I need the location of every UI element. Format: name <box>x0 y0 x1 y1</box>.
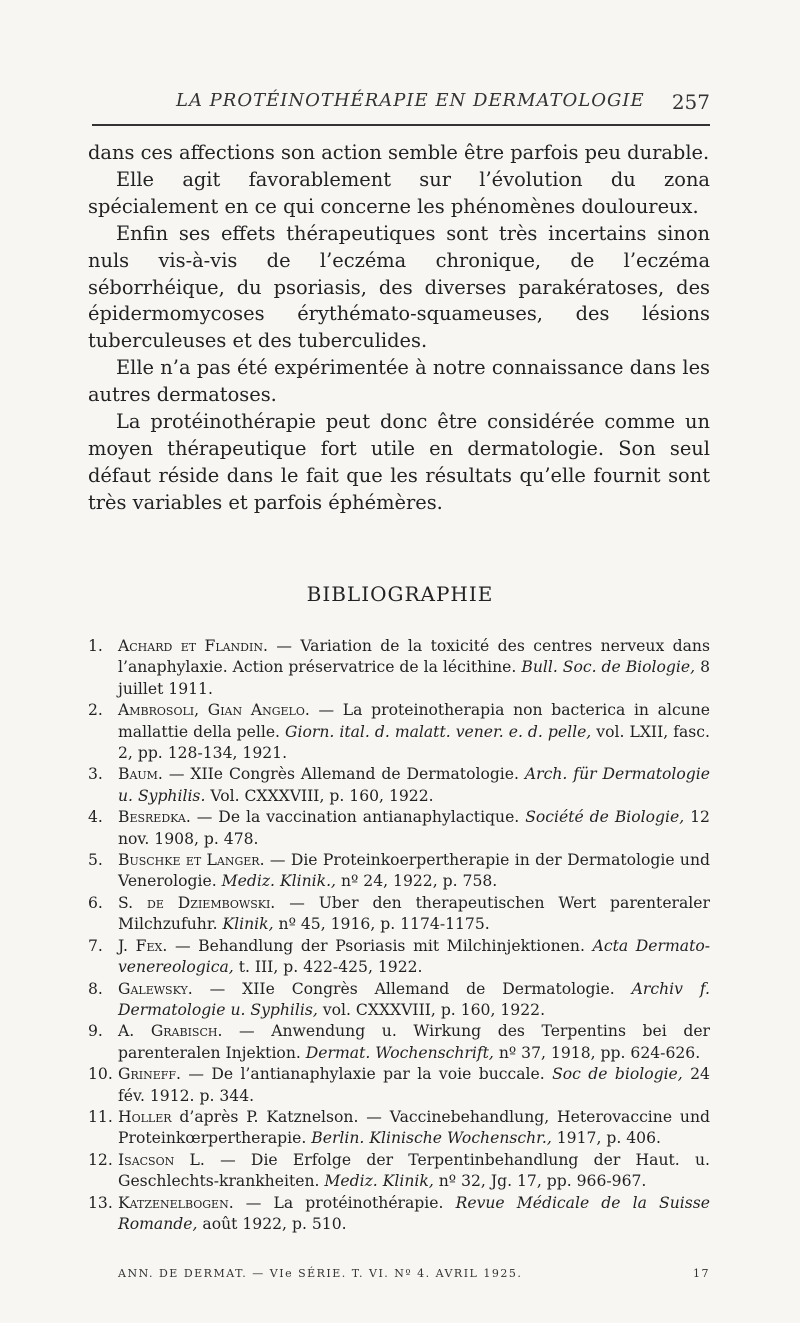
entry-title: — Variation de la toxicité des centres nerveux dans l’anaphylaxie. Action préservatrice de la lécithine. <box>118 637 710 677</box>
entry-details: vol. CXXXVIII, p. 160, 1922. <box>322 1000 546 1019</box>
entry-journal: Revue Médicale de la Suisse Romande, <box>118 1193 710 1233</box>
bibliography-entry <box>88 936 710 979</box>
entry-details: 24 fév. 1912. p. 344. <box>118 1065 710 1105</box>
entry-number: 3. <box>88 765 103 784</box>
entry-title: — La protéinothérapie. <box>245 1193 444 1212</box>
bibliography-entry <box>88 1150 710 1193</box>
bibliography-entry <box>88 1107 710 1150</box>
bibliography-entry <box>88 636 710 700</box>
bibliography-entry <box>88 1193 710 1236</box>
footer-journal-line: ANN. DE DERMAT. — VIe SÉRIE. T. VI. Nº 4. AVRIL 1925. <box>118 1267 523 1280</box>
entry-authors: Katzenelbogen. <box>118 1193 234 1212</box>
entry-title: — Die Erfolge der Terpentinbehandlung der Haut. u. Geschlechts-krankheiten. <box>118 1150 710 1191</box>
entry-authors: Baum. <box>118 765 163 784</box>
bibliography-list <box>88 636 710 1235</box>
entry-journal: Acta Dermato-venereologica, <box>118 936 710 977</box>
entry-number: 7. <box>88 936 103 955</box>
entry-title: — Uber den therapeutischen Wert parenteraler Milchzufuhr. <box>118 893 710 934</box>
journal-footer <box>118 1267 710 1280</box>
entry-details: 12 nov. 1908, p. 478. <box>118 808 710 848</box>
entry-details: Vol. CXXXVIII, p. 160, 1922. <box>210 786 434 805</box>
entry-number: 8. <box>88 979 103 998</box>
entry-title: — Anwendung u. Wirkung des Terpentins bei der parenteralen Injektion. <box>118 1022 710 1062</box>
entry-journal: Bull. Soc. de Biologie, <box>521 658 696 677</box>
entry-authors: Buschke et Langer. <box>118 851 265 870</box>
entry-journal: Giorn. ital. d. malatt. vener. e. d. pelle, <box>285 722 592 741</box>
entry-details: nº 32, Jg. 17, pp. 966-967. <box>438 1172 647 1191</box>
entry-title: — Die Proteinkoerpertherapie in der Dermatologie und Venerologie. <box>118 851 710 891</box>
bibliography-title: BIBLIOGRAPHIE <box>306 582 494 606</box>
entry-journal: Société de Biologie, <box>525 808 685 827</box>
bibliography-entry <box>88 807 710 850</box>
bibliography-entry <box>88 893 710 936</box>
entry-details: août 1922, p. 510. <box>202 1214 347 1233</box>
entry-title: — La proteinotherapia non bacterica in alcune mallattie della pelle. <box>118 701 710 741</box>
entry-title: — De la vaccination antianaphylactique. <box>196 808 520 827</box>
entry-number: 6. <box>88 893 103 912</box>
entry-details: t. III, p. 422-425, 1922. <box>238 958 423 977</box>
entry-authors: Holler <box>118 1107 172 1126</box>
entry-journal: Soc de biologie, <box>552 1065 683 1084</box>
entry-details: 1917, p. 406. <box>556 1129 661 1148</box>
entry-journal: Mediz. Klinik., <box>221 872 336 891</box>
paragraph: La protéinothérapie peut donc être considérée comme un moyen thérapeutique fort utile en dermatologie. Son seul défaut réside dans le fait que les résultats qu’elle fournit sont très variables et parfois éphémères. <box>88 410 710 514</box>
entry-details: nº 45, 1916, p. 1174-1175. <box>278 915 490 934</box>
entry-authors: A. Grabisch. <box>118 1022 223 1041</box>
entry-details: vol. LXII, fasc. 2, pp. 128-134, 1921. <box>118 722 710 763</box>
paragraph: Elle agit favorablement sur l’évolution du zona spécialement en ce qui concerne les phénomènes douloureux. <box>88 167 710 218</box>
bibliography-entry <box>88 1021 710 1064</box>
entry-authors: Isacson L. <box>118 1150 205 1169</box>
paragraph: Elle n’a pas été expérimentée à notre connaissance dans les autres dermatoses. <box>88 356 710 407</box>
paragraph: dans ces affections son action semble être parfois peu durable. <box>88 141 710 164</box>
entry-journal: Berlin. Klinische Wochenschr., <box>311 1129 552 1148</box>
entry-authors: J. Fex. <box>118 936 168 955</box>
entry-title: — XIIe Congrès Allemand de Dermatologie. <box>168 765 519 784</box>
entry-authors: Galewsky. <box>118 979 193 998</box>
entry-number: 9. <box>88 1022 103 1041</box>
entry-journal: Klinik, <box>222 915 274 934</box>
bibliography-entry <box>88 700 710 764</box>
paragraph: Enfin ses effets thérapeutiques sont très incertains sinon nuls vis-à-vis de l’eczéma chronique, de l’eczéma séborrhéique, du psoriasis, des diverses parakératoses, des épidermomycoses érythémato-squameuses, des lésions tuberculeuses et des tuberculides. <box>88 221 710 353</box>
entry-title: d’après P. Katznelson. — Vaccinebehandlung, Heterovaccine und Proteinkœrpertherapie. <box>118 1107 710 1148</box>
entry-journal: Archiv f. Dermatologie u. Syphilis, <box>118 979 710 1019</box>
entry-number: 1. <box>88 637 103 655</box>
page-number: 257 <box>671 90 710 114</box>
bibliography-entry <box>88 979 710 1022</box>
bibliography-entry <box>88 850 710 893</box>
entry-number: 12. <box>88 1150 113 1169</box>
bibliography-entry <box>88 1064 710 1107</box>
entry-journal: Arch. für Dermatologie u. Syphilis. <box>118 765 710 805</box>
entry-title: — XIIe Congrès Allemand de Dermatologie. <box>209 979 615 998</box>
entry-journal: Mediz. Klinik, <box>324 1172 434 1191</box>
footer-folio: 17 <box>693 1267 710 1280</box>
entry-title: — De l’antianaphylaxie par la voie buccale. <box>188 1065 545 1084</box>
entry-details: nº 37, 1918, pp. 624-626. <box>498 1043 701 1062</box>
entry-journal: Dermat. Wochenschrift, <box>305 1043 494 1062</box>
entry-authors: Grineff. <box>118 1065 181 1084</box>
running-title: LA PROTÉINOTHÉRAPIE EN DERMATOLOGIE <box>176 90 645 111</box>
entry-authors: Achard et Flandin. <box>118 637 268 655</box>
entry-authors: Ambrosoli, Gian Angelo. <box>118 701 310 720</box>
entry-number: 5. <box>88 851 103 870</box>
entry-number: 10. <box>88 1065 113 1084</box>
body-text <box>88 140 710 517</box>
running-header <box>92 90 710 126</box>
entry-number: 11. <box>88 1107 113 1126</box>
entry-title: — Behandlung der Psoriasis mit Milchinjektionen. <box>174 936 585 955</box>
entry-number: 13. <box>88 1193 113 1212</box>
entry-authors: S. de Dziembowski. <box>118 893 276 912</box>
entry-authors: Besredka. <box>118 808 191 827</box>
entry-number: 4. <box>88 808 103 827</box>
bibliography-entry <box>88 764 710 807</box>
entry-details: 8 juillet 1911. <box>118 658 711 698</box>
entry-number: 2. <box>88 701 103 720</box>
entry-details: nº 24, 1922, p. 758. <box>340 872 498 891</box>
